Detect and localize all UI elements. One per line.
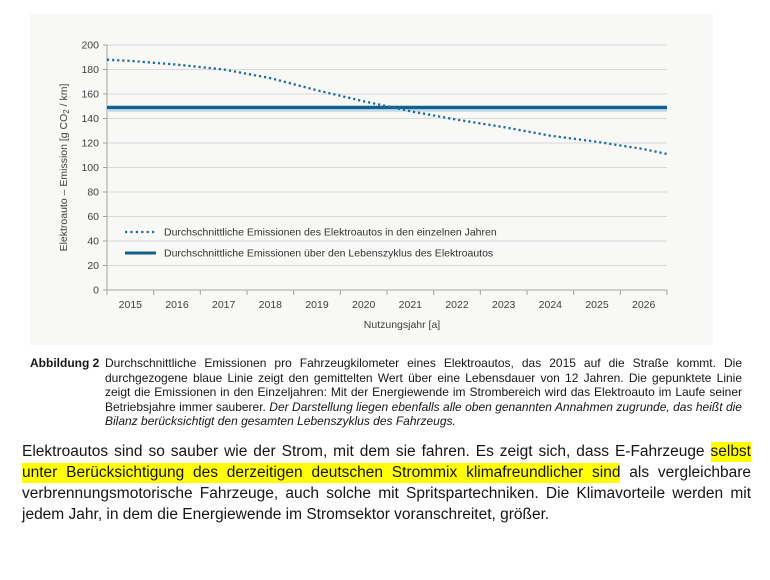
y-tick-label: 60 bbox=[87, 211, 99, 223]
x-tick-label: 2017 bbox=[211, 299, 236, 311]
y-tick-label: 160 bbox=[81, 88, 99, 101]
body-text-segment: Elektroautos sind so sauber wie der Strom, mit dem sie fahren. Es zeigt sich, dass E-Fahrzeuge bbox=[22, 443, 711, 460]
body-text-segment: als vergleichbare verbrennungsmotorische Fahrzeuge, auch solche mit Spritspartechniken. Die Klimavorteile werden mit jedem Jahr, in dem die Energiewende im Stromsektor voranschreitet, größer. bbox=[22, 464, 751, 523]
x-tick-label: 2024 bbox=[538, 299, 563, 311]
legend-label: Durchschnittliche Emissionen über den Lebenszyklus des Elektroautos bbox=[164, 247, 494, 260]
figure-chart bbox=[30, 14, 713, 345]
y-tick-label: 40 bbox=[87, 235, 99, 248]
legend bbox=[125, 227, 497, 260]
series-lines bbox=[107, 60, 667, 154]
legend-label: Durchschnittliche Emissionen des Elektroautos in den einzelnen Jahren bbox=[164, 226, 497, 239]
y-tick-label: 180 bbox=[81, 64, 99, 76]
highlighted-text: selbst unter Berücksichtigung des derzeitigen deutschen Strommix klimafreundlicher sind bbox=[22, 443, 751, 481]
y-tick-label: 100 bbox=[81, 162, 99, 174]
y-axis-title: Elektroauto – Emission [g CO2 / km] bbox=[58, 83, 71, 252]
x-tick-label: 2019 bbox=[305, 299, 329, 311]
x-tick-label: 2025 bbox=[585, 299, 609, 311]
caption-segment: Der Darstellung liegen ebenfalls alle oben genannten Annahmen zugrunde, das heißt die Bilanz berücksichtigt den gesamten Lebenszyklus des Fahrzeugs. bbox=[105, 399, 742, 428]
caption-segment: Durchschnittliche Emissionen pro Fahrzeugkilometer eines Elektroautos, das 2015 auf die Straße kommt. Die durchgezogene blaue Linie zeigt den gemittelten Wert über eine Lebensdauer von 12 Jahren. Die gepunktete Linie zeigt die Emissionen in den Einzeljahren: Mit der Energiewende im Strombereich wird das Elektroauto im Laufe seiner Betriebsjahre immer sauberer. bbox=[105, 356, 742, 414]
x-tick-label: 2021 bbox=[398, 299, 423, 311]
y-tick-label: 140 bbox=[81, 113, 99, 125]
axis-labels bbox=[58, 40, 656, 332]
x-tick-label: 2022 bbox=[445, 299, 469, 311]
x-tick-label: 2016 bbox=[165, 299, 189, 311]
figure-caption bbox=[30, 356, 742, 429]
y-tick-label: 0 bbox=[93, 284, 99, 297]
figure-caption-label: Abbildung 2 bbox=[30, 356, 100, 370]
y-tick-label: 20 bbox=[87, 260, 99, 272]
x-tick-label: 2015 bbox=[118, 299, 143, 311]
x-tick-label: 2026 bbox=[631, 299, 656, 311]
x-tick-label: 2023 bbox=[491, 299, 516, 311]
y-tick-label: 200 bbox=[81, 39, 99, 52]
x-axis-title: Nutzungsjahr [a] bbox=[363, 319, 441, 331]
x-tick-label: 2018 bbox=[258, 299, 283, 311]
figure-caption-text bbox=[105, 356, 742, 429]
body-paragraph bbox=[22, 441, 751, 525]
emissions-line-chart bbox=[30, 14, 713, 345]
y-tick-label: 120 bbox=[81, 137, 99, 150]
x-tick-label: 2020 bbox=[351, 299, 376, 311]
y-tick-label: 80 bbox=[87, 186, 99, 199]
